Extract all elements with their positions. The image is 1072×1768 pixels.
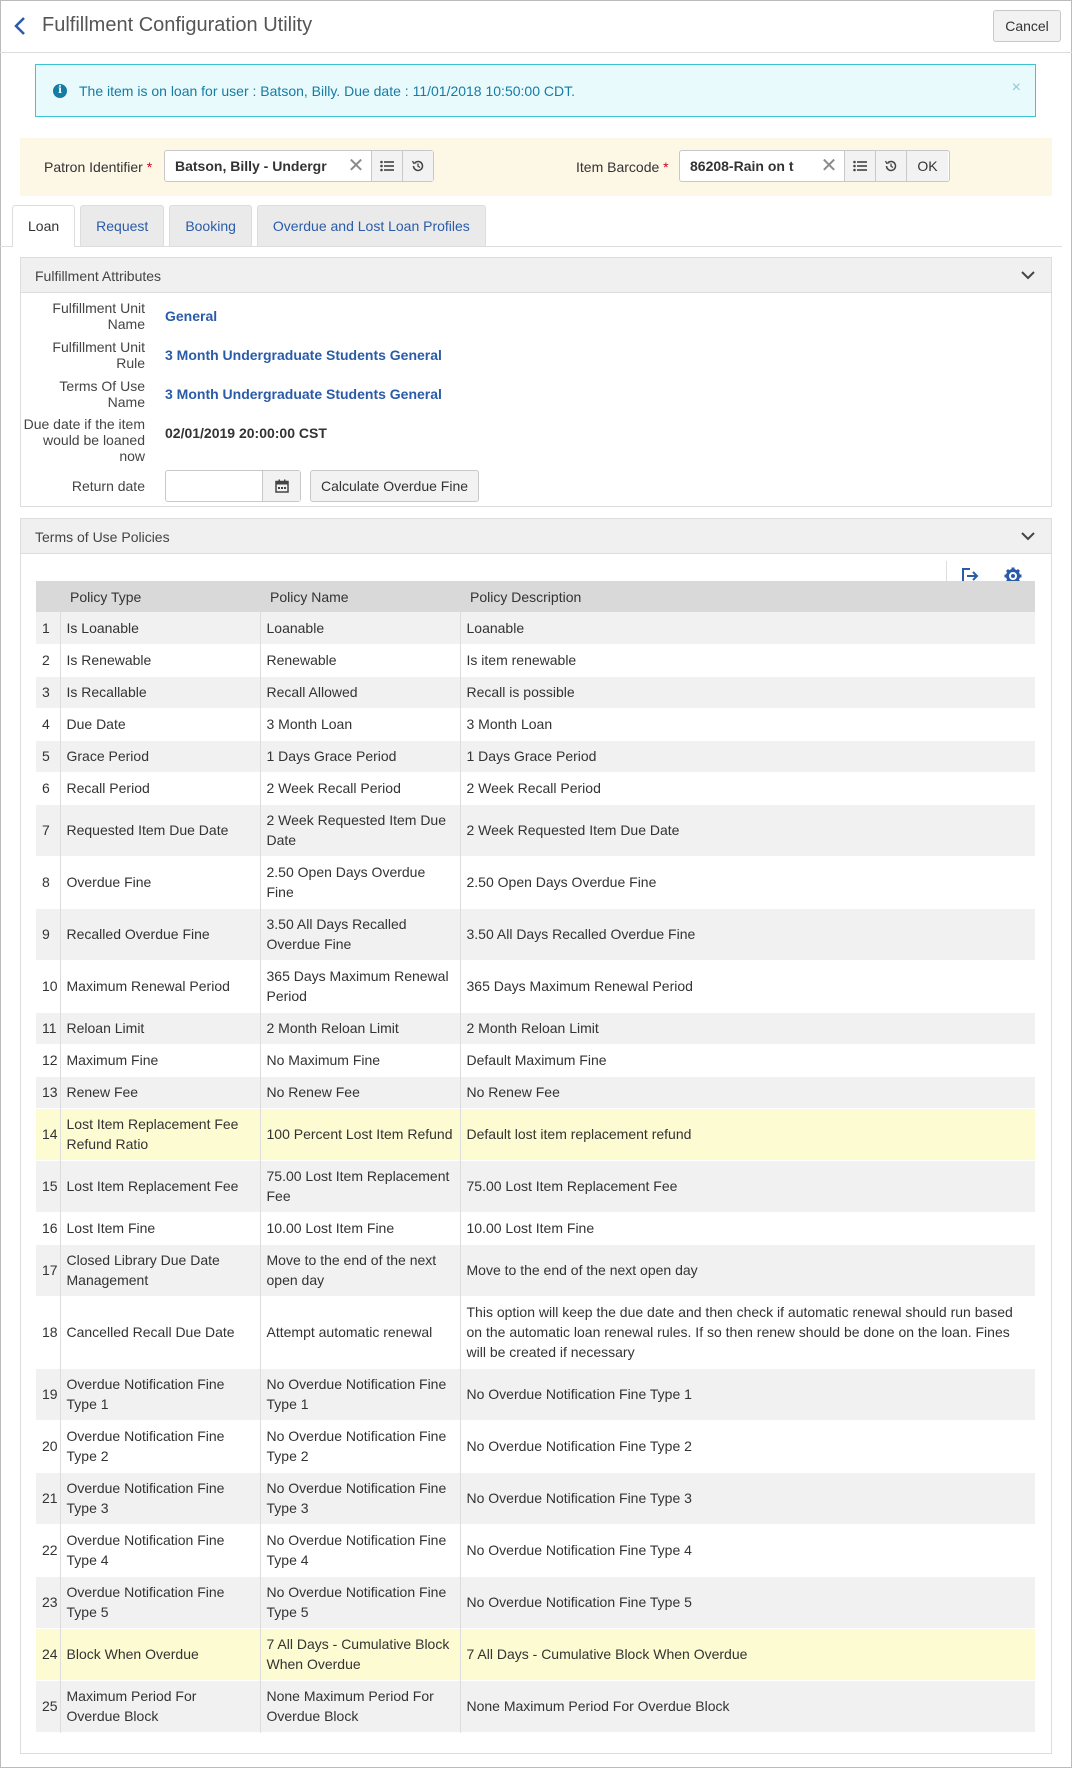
ok-button[interactable]: OK: [906, 151, 948, 181]
policy-name-cell: None Maximum Period For Overdue Block: [260, 1680, 460, 1732]
policy-description-cell: 3 Month Loan: [460, 708, 1035, 740]
policy-type-cell: Lost Item Replacement Fee Refund Ratio: [60, 1108, 260, 1160]
policy-type-cell: Overdue Fine: [60, 856, 260, 908]
item-barcode-label: Item Barcode *: [576, 159, 669, 175]
policy-name-cell: No Overdue Notification Fine Type 3: [260, 1472, 460, 1524]
fulfillment-attributes-header: [21, 258, 1051, 293]
policies-table-body: [36, 612, 1035, 1732]
table-row[interactable]: [36, 1012, 1035, 1044]
policy-description-cell: 2 Week Recall Period: [460, 772, 1035, 804]
tab-request[interactable]: Request: [80, 205, 164, 246]
due-date-label: Due date if the item would be loaned now: [23, 416, 145, 464]
item-barcode-input[interactable]: 86208-Rain on t: [690, 158, 794, 174]
calendar-icon[interactable]: [262, 471, 300, 501]
policy-type-cell: Maximum Renewal Period: [60, 960, 260, 1012]
policy-name-cell: No Overdue Notification Fine Type 5: [260, 1576, 460, 1628]
table-row[interactable]: [36, 1244, 1035, 1296]
policy-type-cell: Cancelled Recall Due Date: [60, 1296, 260, 1368]
policy-name-cell: 2.50 Open Days Overdue Fine: [260, 856, 460, 908]
policy-name-cell: No Overdue Notification Fine Type 1: [260, 1368, 460, 1420]
row-index: 8: [42, 874, 50, 890]
policy-description-cell: 75.00 Lost Item Replacement Fee: [460, 1160, 1035, 1212]
policy-type-cell: Overdue Notification Fine Type 1: [60, 1368, 260, 1420]
row-index: 3: [42, 684, 50, 700]
row-index: 22: [42, 1542, 58, 1558]
policy-description-cell: Recall is possible: [460, 676, 1035, 708]
row-index: 20: [42, 1438, 58, 1454]
row-index: 24: [42, 1646, 58, 1662]
policy-description-cell: No Renew Fee: [460, 1076, 1035, 1108]
history-icon[interactable]: [875, 151, 906, 181]
table-row[interactable]: [36, 1576, 1035, 1628]
row-index: 1: [42, 619, 50, 636]
policy-type-cell: Grace Period: [60, 740, 260, 772]
policy-description-cell: 365 Days Maximum Renewal Period: [460, 960, 1035, 1012]
calculate-overdue-fine-button[interactable]: Calculate Overdue Fine: [310, 470, 479, 502]
policy-type-cell: Recall Period: [60, 772, 260, 804]
history-icon[interactable]: [402, 151, 433, 181]
terms-of-use-policies-panel: [20, 518, 1052, 1754]
unit-name-label: Fulfillment Unit Name: [52, 300, 145, 332]
fulfillment-attributes-panel: [20, 257, 1052, 507]
due-date-value: 02/01/2019 20:00:00 CST: [165, 425, 327, 441]
policy-type-cell: Is Renewable: [60, 644, 260, 676]
policy-type-cell: Overdue Notification Fine Type 2: [60, 1420, 260, 1472]
table-row[interactable]: [36, 644, 1035, 676]
policy-name-cell: 7 All Days - Cumulative Block When Overdue: [260, 1628, 460, 1680]
row-index: 17: [42, 1262, 58, 1278]
policy-type-cell: Overdue Notification Fine Type 4: [60, 1524, 260, 1576]
close-icon[interactable]: ×: [1011, 79, 1021, 96]
alert-message: The item is on loan for user : Batson, Billy. Due date : 11/01/2018 10:50:00 CDT.: [79, 83, 575, 99]
policy-description-cell: No Overdue Notification Fine Type 4: [460, 1524, 1035, 1576]
table-row[interactable]: [36, 1108, 1035, 1160]
terms-of-use-policies-header: [21, 519, 1051, 554]
policy-description-cell: 2 Month Reloan Limit: [460, 1012, 1035, 1044]
policy-name-cell: 3.50 All Days Recalled Overdue Fine: [260, 908, 460, 960]
policy-type-cell: Is Loanable: [60, 612, 260, 644]
policy-description-cell: 7 All Days - Cumulative Block When Overdue: [460, 1628, 1035, 1680]
policy-name-cell: Attempt automatic renewal: [260, 1296, 460, 1368]
policy-description-cell: Move to the end of the next open day: [460, 1244, 1035, 1296]
cancel-button[interactable]: Cancel: [993, 10, 1061, 42]
panel-title: Fulfillment Attributes: [35, 268, 162, 284]
row-index: 4: [42, 716, 50, 732]
patron-identifier-label: Patron Identifier *: [44, 159, 153, 175]
policy-name-cell: Renewable: [260, 644, 460, 676]
row-index: 5: [42, 748, 50, 764]
policy-name-cell: 365 Days Maximum Renewal Period: [260, 960, 460, 1012]
row-index: 2: [42, 652, 50, 668]
table-row[interactable]: [36, 1628, 1035, 1680]
policy-name-cell: 1 Days Grace Period: [260, 740, 460, 772]
tab-overdue-lost-loan-profiles[interactable]: Overdue and Lost Loan Profiles: [257, 205, 486, 246]
unit-name-link[interactable]: General: [165, 308, 218, 324]
policy-name-cell: 100 Percent Lost Item Refund: [260, 1108, 460, 1160]
info-icon: i: [53, 84, 67, 98]
policy-name-cell: No Overdue Notification Fine Type 4: [260, 1524, 460, 1576]
policy-description-cell: No Overdue Notification Fine Type 2: [460, 1420, 1035, 1472]
table-row[interactable]: [36, 740, 1035, 772]
policy-type-cell: Recalled Overdue Fine: [60, 908, 260, 960]
table-row[interactable]: [36, 1296, 1035, 1368]
page-title: Fulfillment Configuration Utility: [42, 14, 313, 36]
column-header-policy-type[interactable]: Policy Type: [70, 588, 142, 605]
panel-title: Terms of Use Policies: [35, 529, 170, 545]
table-row[interactable]: [36, 908, 1035, 960]
policy-name-cell: Move to the end of the next open day: [260, 1244, 460, 1296]
table-row[interactable]: [36, 1368, 1035, 1420]
return-date-label: Return date: [71, 478, 145, 494]
page-header: [0, 0, 1072, 53]
policy-description-cell: Default Maximum Fine: [460, 1044, 1035, 1076]
policy-description-cell: Default lost item replacement refund: [460, 1108, 1035, 1160]
table-row[interactable]: [36, 772, 1035, 804]
row-index: 7: [42, 822, 50, 838]
table-row[interactable]: [36, 804, 1035, 856]
row-index: 6: [42, 780, 50, 796]
policy-description-cell: No Overdue Notification Fine Type 3: [460, 1472, 1035, 1524]
row-index: 21: [42, 1490, 58, 1506]
column-header-policy-name[interactable]: Policy Name: [270, 588, 349, 605]
row-index: 15: [42, 1178, 58, 1194]
table-row[interactable]: [36, 612, 1035, 644]
row-index: 13: [42, 1084, 58, 1100]
column-header-policy-description[interactable]: Policy Description: [470, 588, 582, 605]
patron-identifier-input[interactable]: Batson, Billy - Undergr: [175, 158, 327, 174]
table-row[interactable]: [36, 856, 1035, 908]
policy-description-cell: This option will keep the due date and then check if automatic renewal should run based on the automatic loan renewal rules. If so then renew should be done on the loan. Fines will be created if necessary: [460, 1296, 1035, 1368]
policy-name-cell: No Renew Fee: [260, 1076, 460, 1108]
policy-description-cell: Loanable: [460, 612, 1035, 644]
table-row[interactable]: [36, 1212, 1035, 1244]
return-date-input[interactable]: [166, 471, 262, 501]
policy-type-cell: Renew Fee: [60, 1076, 260, 1108]
policy-description-cell: Is item renewable: [460, 644, 1035, 676]
patron-identifier-group: [164, 150, 434, 182]
table-row[interactable]: [36, 1076, 1035, 1108]
tab-loan[interactable]: Loan: [12, 205, 75, 247]
policy-name-cell: 2 Month Reloan Limit: [260, 1012, 460, 1044]
policy-description-cell: 3.50 All Days Recalled Overdue Fine: [460, 908, 1035, 960]
table-row[interactable]: [36, 960, 1035, 1012]
table-row[interactable]: [36, 1524, 1035, 1576]
list-icon[interactable]: [371, 151, 402, 181]
table-row[interactable]: [36, 1160, 1035, 1212]
policy-type-cell: Lost Item Replacement Fee: [60, 1160, 260, 1212]
item-barcode-group: [679, 150, 950, 182]
row-index: 12: [42, 1052, 58, 1068]
policy-type-cell: Closed Library Due Date Management: [60, 1244, 260, 1296]
column-header-index: [36, 581, 60, 612]
row-index: 25: [42, 1698, 58, 1714]
policy-name-cell: Recall Allowed: [260, 676, 460, 708]
policy-description-cell: 1 Days Grace Period: [460, 740, 1035, 772]
policy-type-cell: Due Date: [60, 708, 260, 740]
policy-type-cell: Requested Item Due Date: [60, 804, 260, 856]
policy-description-cell: No Overdue Notification Fine Type 5: [460, 1576, 1035, 1628]
chevron-down-icon[interactable]: [1021, 531, 1035, 541]
tab-booking[interactable]: Booking: [169, 205, 252, 246]
table-row[interactable]: [36, 1044, 1035, 1076]
row-index: 19: [42, 1386, 58, 1402]
list-icon[interactable]: [844, 151, 875, 181]
policies-table: [36, 581, 1035, 1733]
row-index: 16: [42, 1220, 58, 1236]
clear-icon[interactable]: ✕: [820, 155, 838, 177]
policy-name-cell: 2 Week Requested Item Due Date: [260, 804, 460, 856]
policy-type-cell: Lost Item Fine: [60, 1212, 260, 1244]
policy-name-cell: 3 Month Loan: [260, 708, 460, 740]
table-row[interactable]: [36, 1420, 1035, 1472]
policy-name-cell: No Overdue Notification Fine Type 2: [260, 1420, 460, 1472]
unit-rule-label: Fulfillment Unit Rule: [52, 339, 145, 371]
table-row[interactable]: [36, 1680, 1035, 1732]
row-index: 23: [42, 1594, 58, 1610]
policy-name-cell: Loanable: [260, 612, 460, 644]
policy-description-cell: 2 Week Requested Item Due Date: [460, 804, 1035, 856]
row-index: 14: [42, 1126, 58, 1142]
clear-icon[interactable]: ✕: [347, 155, 365, 177]
chevron-down-icon[interactable]: [1021, 270, 1035, 280]
policy-type-cell: Is Recallable: [60, 676, 260, 708]
table-header-row: [36, 581, 1035, 612]
back-arrow-icon[interactable]: [12, 14, 28, 38]
tab-bar: [12, 205, 486, 247]
policy-description-cell: 2.50 Open Days Overdue Fine: [460, 856, 1035, 908]
return-date-field: [165, 470, 301, 502]
terms-of-use-link[interactable]: 3 Month Undergraduate Students General: [165, 386, 442, 402]
terms-of-use-label: Terms Of Use Name: [59, 378, 145, 410]
policy-type-cell: Reloan Limit: [60, 1012, 260, 1044]
policy-description-cell: No Overdue Notification Fine Type 1: [460, 1368, 1035, 1420]
scan-bar: [20, 138, 1052, 196]
info-alert: [35, 64, 1036, 117]
policy-name-cell: No Maximum Fine: [260, 1044, 460, 1076]
table-row[interactable]: [36, 708, 1035, 740]
row-index: 10: [42, 978, 58, 994]
policy-description-cell: None Maximum Period For Overdue Block: [460, 1680, 1035, 1732]
row-index: 11: [42, 1020, 57, 1036]
policy-description-cell: 10.00 Lost Item Fine: [460, 1212, 1035, 1244]
policy-type-cell: Overdue Notification Fine Type 5: [60, 1576, 260, 1628]
policy-name-cell: 75.00 Lost Item Replacement Fee: [260, 1160, 460, 1212]
table-row[interactable]: [36, 676, 1035, 708]
row-index: 18: [42, 1324, 58, 1340]
unit-rule-link[interactable]: 3 Month Undergraduate Students General: [165, 347, 442, 363]
policy-type-cell: Overdue Notification Fine Type 3: [60, 1472, 260, 1524]
policy-type-cell: Maximum Period For Overdue Block: [60, 1680, 260, 1732]
policy-name-cell: 10.00 Lost Item Fine: [260, 1212, 460, 1244]
policy-type-cell: Block When Overdue: [60, 1628, 260, 1680]
row-index: 9: [42, 926, 50, 942]
policy-name-cell: 2 Week Recall Period: [260, 772, 460, 804]
policy-type-cell: Maximum Fine: [60, 1044, 260, 1076]
table-row[interactable]: [36, 1472, 1035, 1524]
